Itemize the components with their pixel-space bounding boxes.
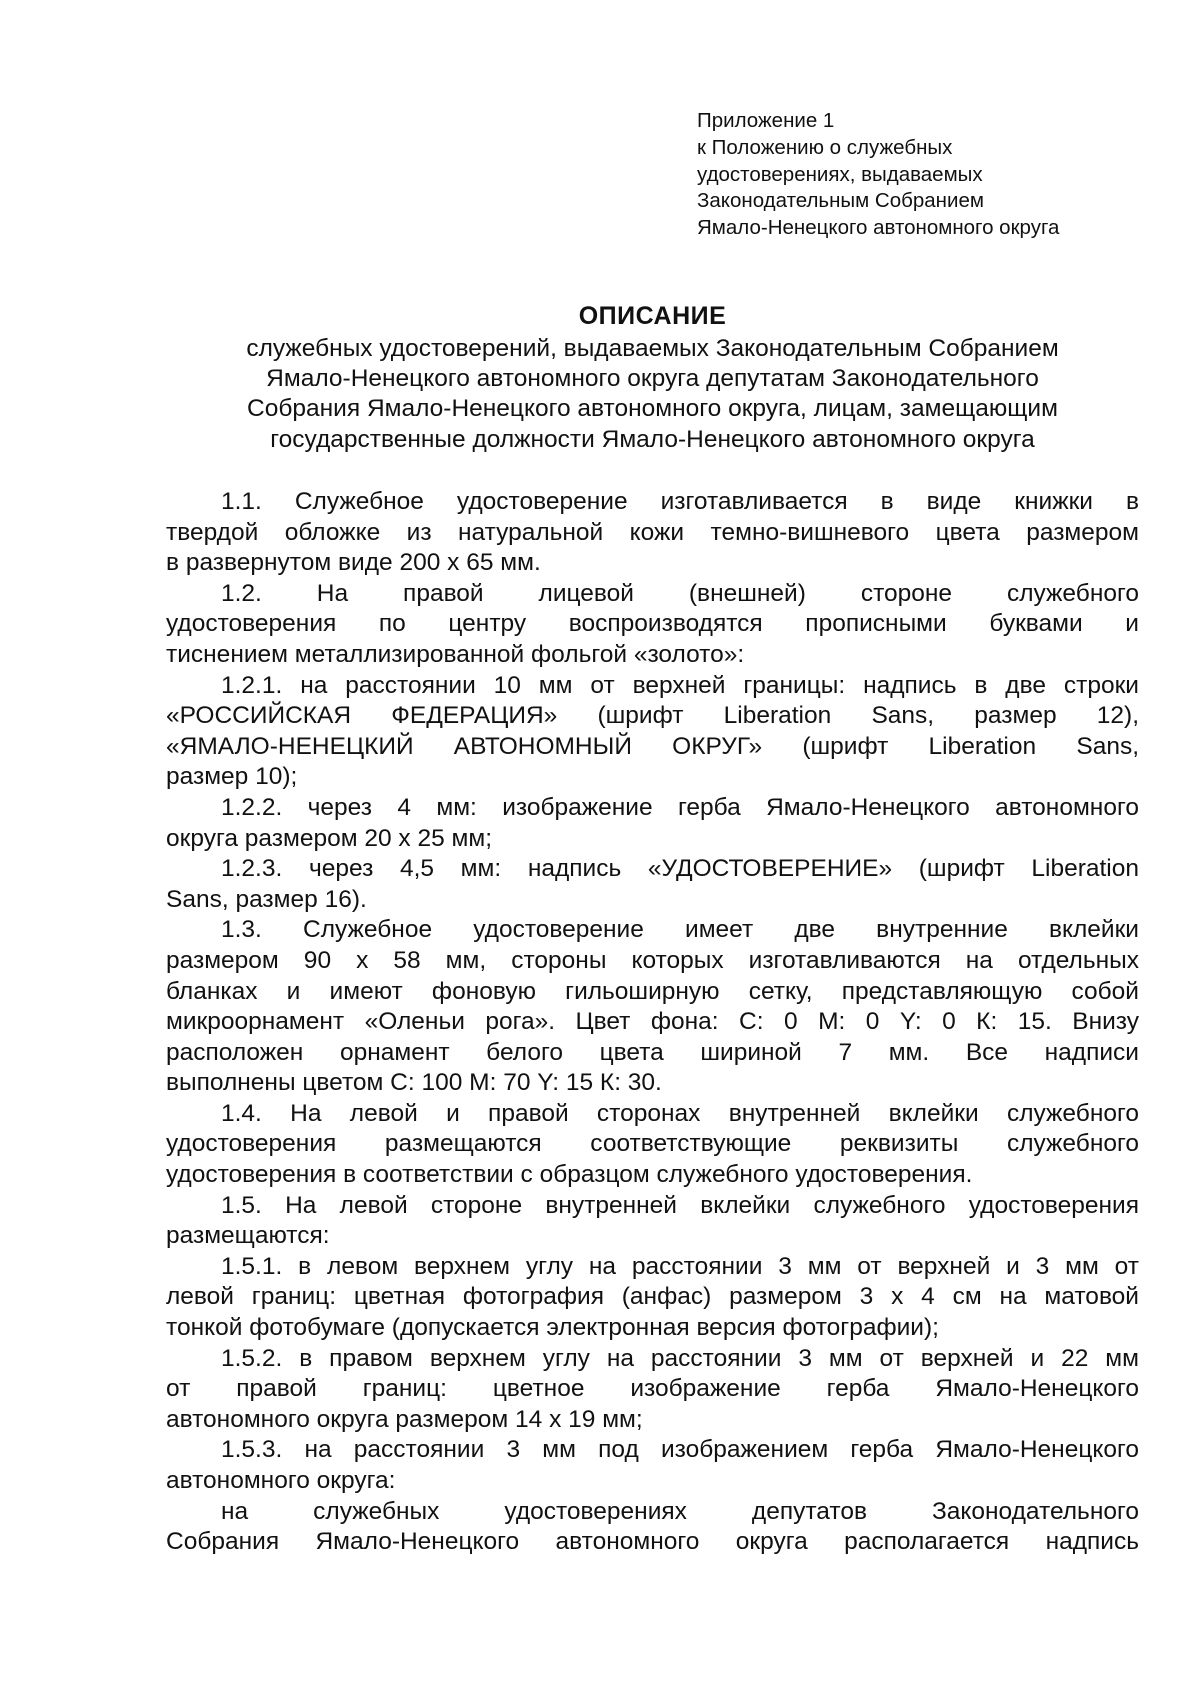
body-line: удостоверения в соответствии с образцом служебного удостоверения. xyxy=(166,1161,973,1189)
subtitle-line: Ямало-Ненецкого автономного округа депутатам Законодательного xyxy=(266,365,1039,393)
body-line: 1.2. На правой лицевой (внешней) стороне служебного xyxy=(221,579,1139,607)
body-line: выполнены цветом С: 100 М: 70 Y: 15 К: 30. xyxy=(166,1069,662,1097)
appendix-line: удостоверениях, выдаваемых xyxy=(697,162,983,186)
body-line: размещаются: xyxy=(166,1222,330,1250)
body-line: 1.2.3. через 4,5 мм: надпись «УДОСТОВЕРЕНИЕ» (шрифт Liberation xyxy=(221,855,1139,883)
subtitle-line: Собрания Ямало-Ненецкого автономного округа, лицам, замещающим xyxy=(247,395,1058,423)
body-line: удостоверения по центру воспроизводятся прописными буквами и xyxy=(166,610,1139,638)
body-line: тиснением металлизированной фольгой «золото»: xyxy=(166,640,745,668)
body-line: тонкой фотобумаге (допускается электронная версия фотографии); xyxy=(166,1314,939,1342)
body-line: автономного округа размером 14 х 19 мм; xyxy=(166,1405,643,1433)
appendix-line: к Положению о служебных xyxy=(697,135,953,159)
appendix-line: Приложение 1 xyxy=(697,109,835,132)
body-line: 1.2.2. через 4 мм: изображение герба Ямало-Ненецкого автономного xyxy=(221,793,1139,821)
appendix-line: Ямало-Ненецкого автономного округа xyxy=(697,216,1060,240)
body-line: 1.5.1. в левом верхнем углу на расстоянии 3 мм от верхней и 3 мм от xyxy=(221,1252,1139,1280)
body-line: от правой границ: цветное изображение герба Ямало-Ненецкого xyxy=(166,1375,1139,1403)
body-line: автономного округа: xyxy=(166,1467,396,1494)
appendix-note xyxy=(697,108,1157,242)
body-line: Собрания Ямало-Ненецкого автономного округа располагается надпись xyxy=(166,1528,1139,1556)
body-line: Sans, размер 16). xyxy=(166,885,367,913)
body-line: удостоверения размещаются соответствующие реквизиты служебного xyxy=(166,1130,1139,1158)
body-line: 1.5. На левой стороне внутренней вклейки служебного удостоверения xyxy=(221,1191,1139,1219)
appendix-line: Законодательным Собранием xyxy=(697,189,984,213)
document-body xyxy=(166,487,1139,1558)
body-line: расположен орнамент белого цвета шириной 7 мм. Все надписи xyxy=(166,1038,1139,1066)
body-line: 1.5.2. в правом верхнем углу на расстоянии 3 мм от верхней и 22 мм xyxy=(221,1344,1139,1372)
body-line: размером 90 х 58 мм, стороны которых изготавливаются на отдельных xyxy=(166,946,1139,974)
body-line: микроорнамент «Оленьи рога». Цвет фона: С: 0 М: 0 Y: 0 К: 15. Внизу xyxy=(166,1008,1139,1036)
body-line: бланках и имеют фоновую гильоширную сетку, представляющую собой xyxy=(166,977,1139,1005)
subtitle-line: государственные должности Ямало-Ненецкого автономного округа xyxy=(270,425,1035,453)
body-line: 1.1. Служебное удостоверение изготавливается в виде книжки в xyxy=(221,488,1139,515)
body-line: 1.5.3. на расстоянии 3 мм под изображением герба Ямало-Ненецкого xyxy=(221,1436,1139,1464)
body-line: левой границ: цветная фотография (анфас) размером 3 х 4 см на матовой xyxy=(166,1283,1139,1311)
body-line: на служебных удостоверениях депутатов Законодательного xyxy=(221,1497,1139,1525)
body-line: 1.2.1. на расстоянии 10 мм от верхней границы: надпись в две строки xyxy=(221,671,1139,699)
body-line: твердой обложке из натуральной кожи темно-вишневого цвета размером xyxy=(166,518,1139,546)
document-subtitle xyxy=(150,334,1155,455)
body-line: в развернутом виде 200 х 65 мм. xyxy=(166,549,541,577)
body-line: размер 10); xyxy=(166,763,298,791)
body-line: 1.4. На левой и правой сторонах внутренней вклейки служебного xyxy=(221,1099,1139,1127)
body-line: округа размером 20 х 25 мм; xyxy=(166,824,493,852)
body-line: «РОССИЙСКАЯ ФЕДЕРАЦИЯ» (шрифт Liberation Sans, размер 12), xyxy=(166,702,1139,730)
subtitle-line: служебных удостоверений, выдаваемых Законодательным Собранием xyxy=(246,335,1059,362)
body-line: «ЯМАЛО-НЕНЕЦКИЙ АВТОНОМНЫЙ ОКРУГ» (шрифт Liberation Sans, xyxy=(166,732,1139,760)
body-line: 1.3. Служебное удостоверение имеет две внутренние вклейки xyxy=(221,916,1139,944)
document-title: ОПИСАНИЕ xyxy=(578,302,727,330)
